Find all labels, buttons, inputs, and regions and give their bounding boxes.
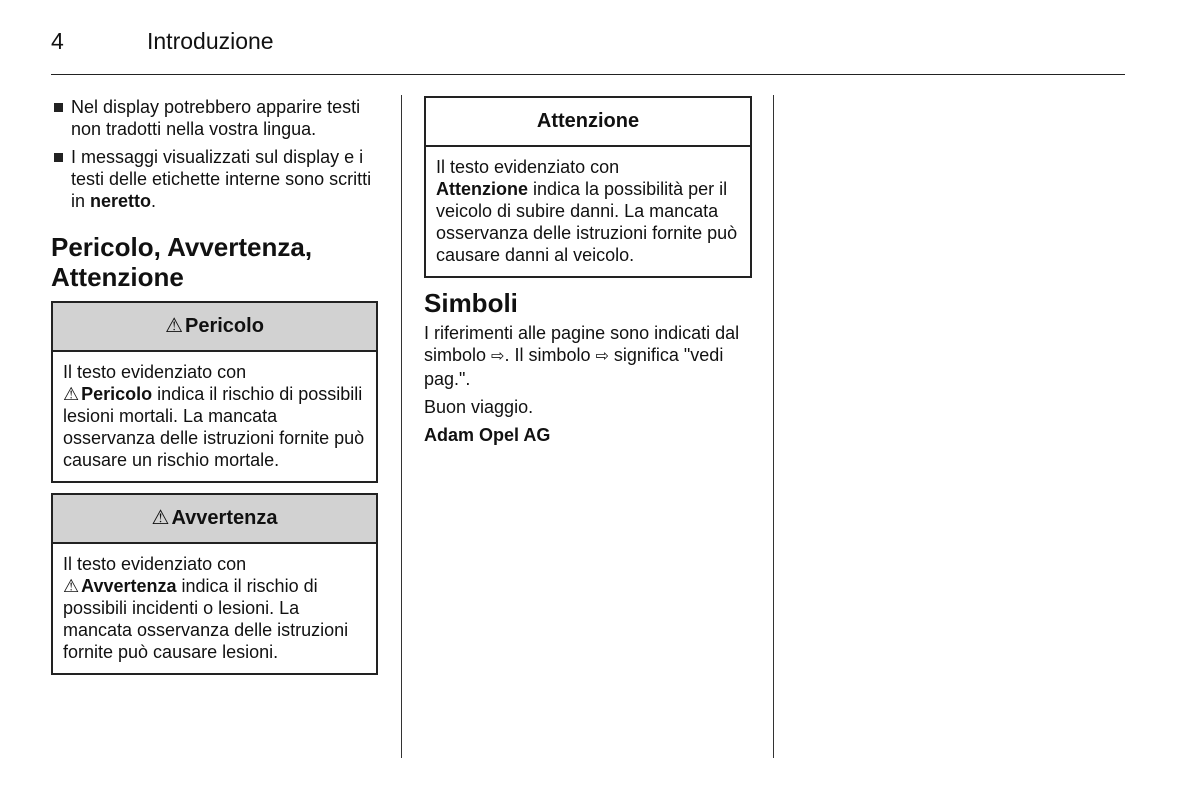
box-intro: Il testo evidenziato con	[63, 362, 247, 382]
signature	[424, 424, 752, 446]
paragraph-text: significa "vedi pag.".	[424, 345, 724, 389]
column-divider	[773, 95, 774, 758]
box-keyword: Pericolo	[81, 384, 153, 404]
column-divider	[401, 95, 402, 758]
avvertenza-box	[51, 493, 378, 675]
avvertenza-box-body	[53, 544, 376, 673]
chapter-title: Introduzione	[147, 28, 274, 54]
bold-term: neretto	[90, 191, 152, 211]
pericolo-box-title: Pericolo	[185, 315, 264, 337]
section-heading-simboli: Simboli	[424, 288, 518, 318]
page-header	[51, 26, 1125, 75]
list-item-text: Nel display potrebbero apparire testi non tradotti nella vostra lingua.	[71, 97, 361, 139]
column-middle	[424, 96, 752, 452]
box-text: indica il rischio di possibili lesioni mortali. La mancata osservanza delle istruzioni fornite può causare un rischio mortale.	[63, 384, 365, 470]
attenzione-box-title: Attenzione	[536, 110, 640, 132]
attenzione-box-header	[426, 98, 750, 147]
section-heading	[51, 232, 378, 292]
box-keyword: Avvertenza	[81, 576, 177, 596]
section-heading-line1: Pericolo, Avvertenza,	[51, 232, 313, 262]
pericolo-box-header	[53, 303, 376, 352]
signature-text: Adam Opel AG	[424, 425, 551, 445]
warning-triangle-icon: ⚠	[151, 507, 170, 529]
box-intro: Il testo evidenziato con	[436, 157, 620, 177]
attenzione-box	[424, 96, 752, 278]
warning-triangle-icon: ⚠	[165, 315, 183, 337]
paragraph-farewell: Buon viaggio.	[424, 397, 534, 417]
bullet-square-icon	[54, 153, 63, 162]
section-heading-line2: Attenzione	[51, 262, 184, 292]
list-item-text-end: .	[151, 191, 157, 211]
list-item	[51, 96, 378, 140]
page-number: 4	[51, 28, 64, 54]
pericolo-box	[51, 301, 378, 483]
page-reference-arrow-icon: ⇨	[595, 348, 609, 365]
paragraph-symbols	[424, 322, 752, 390]
paragraph-text: . Il simbolo	[504, 345, 596, 365]
box-text: indica il rischio di possibili incidenti o lesioni. La mancata osservanza delle istruzioni fornite può causare lesioni.	[63, 576, 349, 662]
attenzione-box-body	[426, 147, 750, 276]
box-intro: Il testo evidenziato con	[63, 554, 247, 574]
warning-triangle-icon: ⚠	[63, 576, 80, 596]
paragraph-text: I riferimenti alle pagine sono indicati dal simbolo	[424, 323, 740, 365]
page-reference-arrow-icon: ⇨	[491, 348, 505, 365]
bullet-square-icon	[54, 103, 63, 112]
avvertenza-box-title: Avvertenza	[171, 507, 278, 529]
list-item-text: I messaggi visualizzati sul display e i testi delle etichette interne sono scritti in	[71, 147, 372, 211]
column-left	[51, 96, 378, 685]
pericolo-box-body	[53, 352, 376, 481]
box-keyword: Attenzione	[436, 179, 528, 199]
avvertenza-box-header	[53, 495, 376, 544]
list-item	[51, 146, 378, 212]
warning-triangle-icon: ⚠	[63, 384, 80, 404]
box-text: indica la possibilità per il veicolo di subire danni. La mancata osservanza delle istruzioni fornite può causare danni al veicolo.	[436, 179, 738, 265]
bullet-list	[51, 96, 378, 212]
